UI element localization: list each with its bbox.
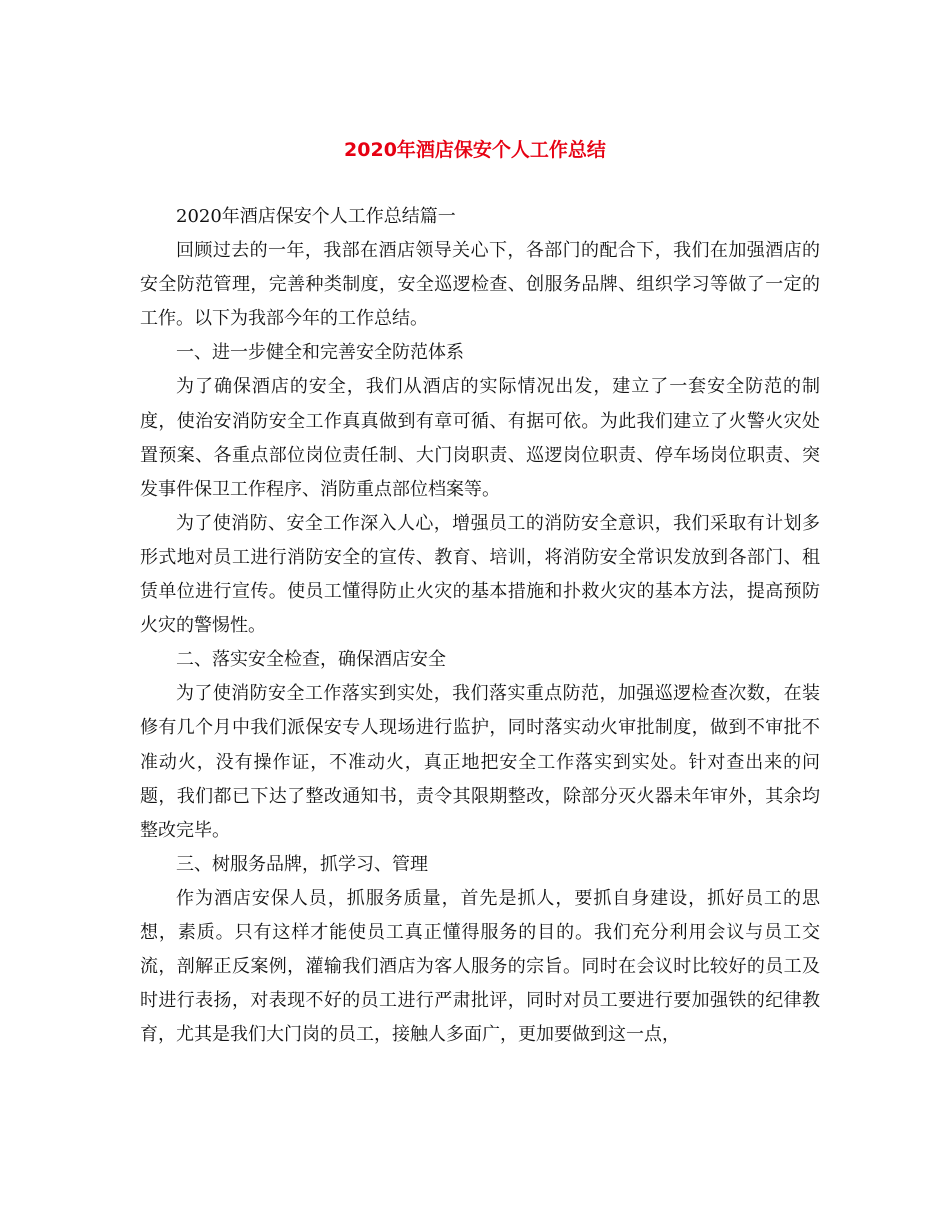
paragraph: 为了使消防安全工作落实到实处，我们落实重点防范，加强巡逻检查次数，在装修有几个月中我们派保安专人现场进行监护，同时落实动火审批制度，做到不审批不准动火，没有操作证，不准动火，真正地把安全工作落实到实处。针对查出来的问题，我们都已下达了整改通知书，责令其限期整改，除部分灭火器未年审外，其余均整改完毕。 (140, 683, 820, 841)
section-heading: 2020年酒店保安个人工作总结篇一 (176, 206, 456, 227)
paragraph: 为了确保酒店的安全，我们从酒店的实际情况出发，建立了一套安全防范的制度，使治安消防安全工作真真做到有章可循、有据可依。为此我们建立了火警火灾处置预案、各重点部位岗位责任制、大门岗职责、巡逻岗位职责、停车场岗位职责、突发事件保卫工作程序、消防重点部位档案等。 (140, 376, 820, 500)
document-title: 2020年酒店保安个人工作总结 (344, 139, 606, 161)
document-body (140, 200, 820, 1052)
section-heading: 一、进一步健全和完善安全防范体系 (176, 342, 464, 364)
paragraph: 为了使消防、安全工作深入人心，增强员工的消防安全意识，我们采取有计划多形式地对员工进行消防安全的宣传、教育、培训，将消防安全常识发放到各部门、租赁单位进行宣传。使员工懂得防止火灾的基本措施和扑救火灾的基本方法，提高预防火灾的警惕性。 (140, 512, 820, 637)
section-heading: 二、落实安全检查，确保酒店安全 (176, 649, 446, 671)
section-heading: 三、树服务品牌，抓学习、管理 (176, 853, 428, 875)
paragraph: 作为酒店安保人员，抓服务质量，首先是抓人，要抓自身建设，抓好员工的思想，素质。只有这样才能使员工真正懂得服务的目的。我们充分利用会议与员工交流，剖解正反案例，灌输我们酒店为客人服务的宗旨。同时在会议时比较好的员工及时进行表扬，对表现不好的员工进行严肃批评，同时对员工要进行要加强铁的纪律教育，尤其是我们大门岗的员工，接触人多面广，更加要做到这一点， (140, 887, 820, 1046)
paragraph: 回顾过去的一年，我部在酒店领导关心下，各部门的配合下，我们在加强酒店的安全防范管理，完善种类制度，安全巡逻检查、创服务品牌、组织学习等做了一定的工作。以下为我部今年的工作总结。 (140, 240, 820, 330)
